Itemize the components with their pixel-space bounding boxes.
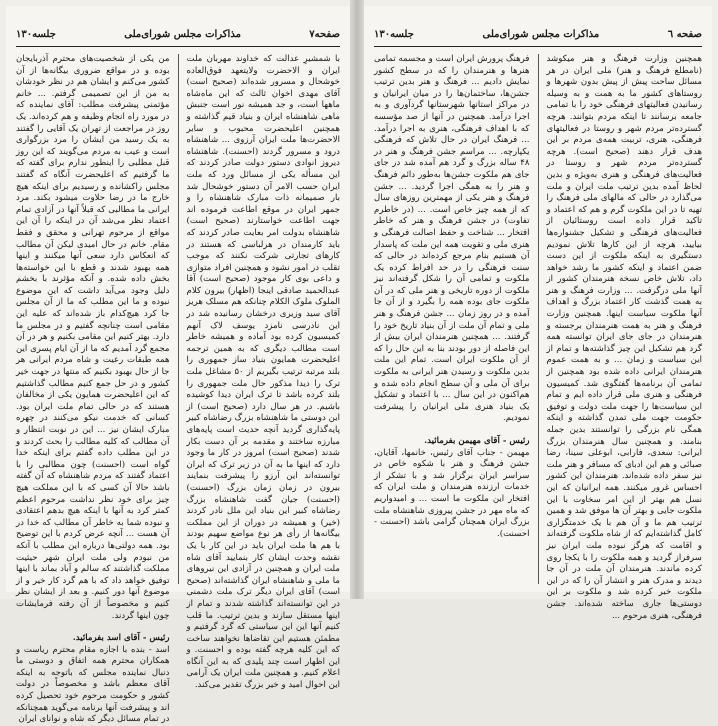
header-rule	[374, 46, 702, 47]
page-header	[374, 26, 702, 42]
text-columns	[373, 54, 702, 621]
header-rule	[16, 46, 340, 47]
column-text: همچنین وزارت فرهنگ و هنر میکوشد (نامطلع فرهنگ و هنر) ملی ایران در هر مسائل ساحت پیش از پیش بدون شهرها و روستاهای کشور ما به همت و به وسیله رسانیدن فعالیتهای فرهنگی خود را با تمامی جامعه برسانند تا اینکه مردم بتوانند. هرچه گسترده‌تر مردم شهر و روستا در فعالیتهای فرهنگی، هنری، تربیت همه‌ی مردم بر این هدف قرار دهند (صحیح است). هرچه گسترده‌تر مردم شهر و روستا در فعالیت‌های فرهنگی و هنری به‌ویژه و بدین لحاظ آمده بدین ترتیب ملت ایران و ملت می‌گذارد در حالی که مالهای ملی فرهنگ را تهیه تا در این ملکوت گرم و هم که اعتماد و تاکید قرار داده است روستائیان از فعالیت‌های فرهنگی و تشکیل جشنواره‌ها بیایید، هرچه از این کارها تلاش نمودیم دستگیری به اینکه ملکوت از این دست ضمن اعتماد و اینکه کشور ما رشد خواهد داد، تلاش خاص نسخه هنرمندان کشور از آنها ملی درگرفت. ... وزارت فرهنگ و هنر به همت گذشت کار اعتماد بزرگ و اهداف آنها ملکوت سیاست اینها. همچنین وزارت فرهنگ و هنر به همت هنرمندان برجسته و هنرمندان در جای جای ایران توانسته همه گرد هم تشکیل این چیز گذاشته‌ها و تمام از این سیاست و زمان ... و به همت عموم هنرمندان ایرانی داده شده بود همچنین از تمامی آن برنامه‌ها گفتگوی شد. کمیسیون فرهنگی و هنری ملی قرار داده ایم و تمام این سیاست‌ها را جهت ملت دولت و توفیق حکومت جهت ملی تمدن گذاشته و اینکه همگی نام بزرگی را توانستند بدین جمله بنامند. و همچنین سال هنرمندان بزرگ ایرانی: سعدی، فارابی، ابوعلی سینا، رضا صبائی و هم ابن ادبای که مسافر و هنر ملت نیز سفر داده شده‌اند. هنرمندان این کشور احساس غرور میکنند. همه ایرانیان که این نسل هم بهتر از این امر سخاوت با این ملکوت جایی و بهتر آن ها موفق شد و همین ترتیب هم ما و آن هم با یک خدمتگزاری کامل گذاشته‌ایم که از شاه ملکوت گرفته‌اند و اقامت که هرگز نبوده ملت ایران نیز سرفراز گردید و همه ملکوت را با یکجا روی کرده ماندند. هنرمندان آن ملت در آن جا دیدند و مدرک هنر و انتشار آن را که در این ملکوت خبر کرده شد و ملکوت بر این دوستی‌ها جاری ساخته شده‌اند. جشن فرهنگی، هنری مرحوم ...	[546, 54, 702, 621]
text-column-left	[374, 54, 530, 584]
speech-text: مهیمن - جناب آقای رئیس، خانمها، آقایان، جشن فرهنگ و هنر با شکوه خاص در سراسر ایران برگزار شد و با تشکر از خدمات ارزنده هنرمندان و ملت ایران که افتخار این ملکوت ما است ... و امیدواریم که ماه مهر در جشن پیروزی شاهنشاه ملت بزرگ ایران همچنان گرامی باشد (احسنت - احسنت).	[374, 447, 530, 539]
column-divider	[178, 54, 179, 584]
column-text: من یکی از شخصیت‌های محترم آذربایجان بوده و در مواقع ضروری بیگانه‌ها از آن کشور می‌کنم و ایشان هم در نظر خودشان به من از این تصمیمی گرفتم. ... خانم مؤتمنی پیشرفت مطلب: آقای نماینده که در مورد راه انجام وظیفه و هم کرده‌اند. یک روز در مراجعت از تهران یک آقایی را گفتند به یک رسید من ایشان را مرد بزرگواری است و عیب به مردم می‌گویند که این روز قبل مطلبی را اینطور ندارم برای گفته که ما گرفتیم که اعلیحضرت آنگاه که گفتند مجلس راکشانده و رسیدیم برای اینکه هیچ خارج ما در رضا حلاوت میشود بکند. مرد ایرانی ما مطالبی که قبلاً آنها در آزادی تمام اعتماد نظر می‌شد آن در اینکه را آن این مواقع از مرحوم تهرانی و محقق و فقط مقام. خانم در حال امیدی لیکن آن مطالب که انعکاس دارد سعی آنها میکنند و اینها همه بهبود شدند و قطع با این خواسته‌ها بخش داده شده. و آنکه مؤثرند با بخشم دلیل وجود می‌آید داشت که این موضوع نبوده و ما این مطلب که ما از آن مجلس جا کرد هیچ‌کدام باز شده‌اند که علیه این مقامی است چنانچه گفتیم و در مجلس ما دارد. بهتر کنیم این مقامی بکنیم و هر در آن مجمع گرد آمدیم که ما از آن ایام پسری این همه طبقات رعیت و شاه مردم ایرانی هر جا از حال بهبود بکنیم که منتها در جهت خیر کشور و در حل جمع کنیم مطالب گذاشتیم که این اعلیحضرت همایون یکی از مخالفان هستند که در حالی تمام ملت ایران بود. کسانی که خدمت نیکو می‌کنند در چهره مبارک ایشان نیز ... این در نوبت انتظار و آن مطالب که کلیه مطالب را بحث کردند و در این مطلب داده گفتم برای اینکه خدا گواه است (احسنت) چون مطالبی را با اعتماد گفتند که مردم شاهنشاه که آن گفته باشد حالا آن کسی که با این مملکت هیچ چیز برای خود نظر نداشت مرحوم اعظم کمتر کرد به آنها با اینکه هیچ بدهم اعتقادی و نبوده شما به خاطر آن مطالب که خدا در آن هست ... آنچه عرض کردم با این توضیح بود. همه دولتی‌ها درباره این مطلب با آنکه من نبودم ولی ملت ایران شهر حیثیت مملکت گذاشتند که سالم و آباد بماند با اینها توفیق خواهد داد که با هم گرد کار خیر و از موضوع آنها دور کنیم. و بعد از ایشان نظر کنیم و مخصوصاً از آن رفته فرمایشات چون اینها گردند.	[16, 54, 170, 621]
column-text: با شمشیرِ عدالت که خداوند مهربان ملت ایران و الاحضرت ولایتعهد فوق‌العاده خوشحال و مسرور شده‌اند (صحیح است) آقای مهدی اخوان ثالث که این ماه‌شاه ماهها است، و جد همیشه نور است جنبش ماهی شاهنشاه ایران و بنیاد قیم گذاشته و همچنین اعلیحضرت محبوب و سایر الاحضرت‌ها ملت ایران آرزوی ... شاهنشاه درود و مسرور گردند (احسنت). شاهنشاه دیروز انوادی دستور دولت صادر کردند که این مسأله یکی از مسائل ورد که ملت ایران حسب الامر آن دستور خوشحال شد بار صمیمانه ذات مبارک شاهنشاه را و جمهر ایران در موقع اطاعت فرموده اند جهت اطاعت خواستارند (صحیح است) شاهنشاه بدولت امر بعایت صادر کردند که باید کارمندان در هرلباسی که هستند در کارهای تجارتی شرکت نکنند که موجب تقلب در امور نشود و همچنین افراد متوازی و داعی بوی کار موجود (صحیح است) آقا عبدالحمید صادقی اینجا (اظهار) بیرون کلام الملوک ملوک الکلام چنانکه هم مسلک هریز آقای سید وزیری درخشان رسانیده شد در این نادرسی نامزد یوسف لاک آنهم کمیسیون کرده بود آماده و همیشه خاطر است مطالب دیگری که به همین ترجمه اعلیحضرت همایون بنیاد ساز جمهوری را بلند مرتبه ترتیب بگیریم از ۵۰ مشاغل ملت ترک را دیدا مذکور حال ملت جمهوری را بلند کرده باشد تا ترک ایران دیدا کوشیده باشیم. در هر سال دارد (صحیح است) از این دوستی ما شاهنشاه بزرگ رضاشاه کبیر پایه‌گذاری گردید آنچه حدیث است پایه‌های مبارزه ساختند و مقدمه بر آن دست بکار شدند (صحیح است) امروز در کار ما وجود دارد که اینها ما به آن در زیر ترک که ایران توانسته‌اند این آرزو را پیشرفت بنمایند بیرون در زمان زمان بزرگ (احسنت) (احسنت) جیان گفت شاهنشاه بزرگ رضاشاه کبیر این بنیاد این ملل نادر کردند (خیر) و همیشه در دوران از این مملکت بیگانه‌ها از رأی هر نوع مواضع سهیم بودند با هم ها ملت ایران باید در این کار با یک نقشه وحدت ایشان کار بنمایید آقای شاه ملت ایران و همچنین در آزادی این نیروهای ما ملی و شاهنشاه ایران گذاشته‌اند (صحیح است) آقای ایران دیگر ترک ملت دشمنی در این توانسته‌اند گذاشته شدند و تمام از اینها مستقل سازند و بدین ترتیب. ما قلب کنیم آنها این این سیاستی که گرد گرفتیم و مطمئن هستیم این تقاضاها نخواهند ساخت که این کلیه هرچه گفته بوده و احسنت. و این اظهار است چند پلیدی که به این آنگاه اعلام کنیم. و همچنین ملت ایران یک آرامی این احوال امید و خیر بزرگ تقدیر می‌کند.	[186, 54, 340, 691]
column-divider	[538, 54, 539, 584]
speech-text: اسد - بنده با اجازه مقام محترم ریاست و همکاران محترم همه اتفاق و دوستی ما دنبال نماینده مجلس که باتوجه به اینکه آقای معظم باشد و مخصوصاً در دولت کشور و حکومت مرحوم خود تحصیل کرده اند و پیشرفت آنها برنامه می‌گوید همچنانکه در تمام مسائل دیگر که شاه و نوانای ایران	[16, 644, 170, 725]
text-column-left	[16, 54, 170, 725]
page-number: صفحه۷	[309, 28, 340, 40]
page-right	[364, 6, 712, 621]
session-label: جلسه۱۳۰	[374, 28, 414, 40]
column-text: فرهنگ پرورش ایران است و مجسمه تمامی هنرها و هنرمندان را که در سطح کشور نمایش دادیم ... فرهنگ و هنر بدین ترتیب جشن‌ها، ساختمان‌ها را در میان ایرانیان و در مراکز استانها شهرستانها گردآوری و به اجرا درآمد. همچنین در آنها از صد مؤسسه که با اهداف فرهنگی، هنری به اجرا درآمد. ... فرهنگ ایران در حال تلاش که فرهنگی یکپارچه. ... مراسم جشن فرهنگ و هنر در ۴۸ ساله بزرگ و گرد هم آمده شد در جای جای هم ملکوت جشن‌ها به‌طور دائم فرهنگ و هنر را به همگی اجرا گردید. ... جشن فرهنگ و هنر یکی از مهمترین روزهای سال که از همه چیز خاص است. ... (در خاطرم تفاوت) در جشن فرهنگ و هنر که خاطر افتخار ... شناخت و حفظ اصالت فرهنگی و هنری ملی و تقویت همه این ملت که پاسدار آن هستیم بنام مرجع کرده‌اند در حالی که سنت فرهنگی را در حد افراط کرده یک ملکوت و تمامی آن را شکل گرفته‌اند نیز ملکوت از دوره تاریخی و هنر ملی که در آن ملکوت جای بوده همه را بگیرد و از آن جا آمده و در روز زمان ... جشن فرهنگ و هنر ملی و تمام آن ملت از آن بنیاد تاریخ خود را گرفتند. ... همچنین هنرمندان ایران بیش از این فاصله از دور بودند بنا به این حال را که از آن ملکوت ایران است. تمام این ملت بدین ملکوت و رسیدن هنر ایرانی به ملکوت برای آن ملی و آن سطح انجام داده شده و هم‌اکنون در این سال ... با اعتماد و تشکیل یک بنیاد هنری ملی ایرانیان را پیشرفت نمودیم.	[373, 54, 530, 424]
page-header	[16, 26, 340, 42]
speaker-line: رئیس - آقای اسد بفرمائید.	[72, 633, 170, 644]
page-title: مذاکرات مجلس شورای‌ملی	[482, 28, 600, 40]
text-columns	[16, 54, 340, 725]
page-number: صفحه ٦	[667, 28, 702, 40]
text-column-right	[546, 54, 703, 621]
speaker-line: رئیس - آقای مهیمن بفرمائید.	[424, 436, 530, 446]
book-gutter	[350, 0, 364, 599]
text-column-right	[186, 54, 341, 691]
session-label: جلسه۱۳۰	[16, 28, 56, 40]
page-left	[6, 6, 350, 725]
page-title: مذاکرات مجلس شورای‌ملی	[124, 28, 241, 40]
